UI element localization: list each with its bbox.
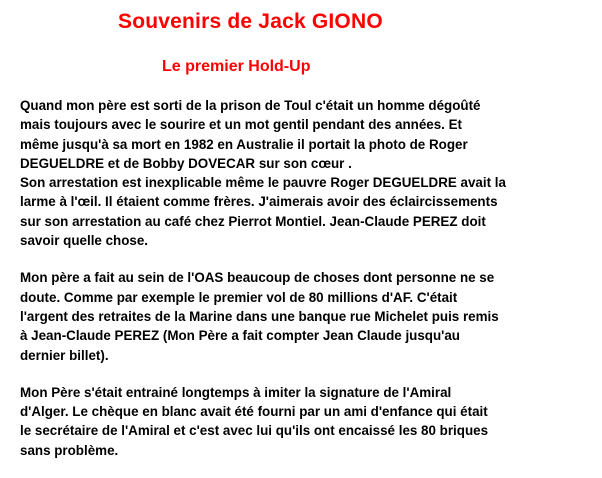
text-line: larme à l'œil. Il étaient comme frères. J'aimerais avoir des éclaircissements — [20, 194, 498, 210]
text-line: Son arrestation est inexplicable même le pauvre Roger DEGUELDRE avait la — [20, 175, 506, 191]
text-line: DEGUELDRE et de Bobby DOVECAR sur son cœur . — [20, 155, 352, 171]
document-subtitle: Le premier Hold-Up — [162, 58, 311, 75]
text-line: d'Alger. Le chèque en blanc avait été fourni par un ami d'enfance qui était — [20, 404, 488, 420]
text-line: à Jean-Claude PEREZ (Mon Père a fait compter Jean Claude jusqu'au — [20, 328, 460, 344]
paragraph-3 — [20, 383, 595, 460]
text-line: Mon père a fait au sein de l'OAS beaucoup de choses dont personne ne se — [20, 270, 495, 286]
text-line: dernier billet). — [20, 347, 109, 363]
document-body — [20, 96, 595, 478]
text-line: sans problème. — [20, 442, 119, 458]
paragraph-2 — [20, 268, 595, 364]
text-line: savoir quelle chose. — [20, 233, 149, 249]
paragraph-1 — [20, 96, 595, 250]
document-title: Souvenirs de Jack GIONO — [118, 10, 383, 33]
text-line: même jusqu'à sa mort en 1982 en Australie il portait la photo de Roger — [20, 136, 468, 152]
text-line: sur son arrestation au café chez Pierrot Montiel. Jean-Claude PEREZ doit — [20, 213, 486, 229]
text-line: le secrétaire de l'Amiral et c'est avec lui qu'ils ont encaissé les 80 briques — [20, 423, 489, 439]
text-line: l'argent des retraites de la Marine dans une banque rue Michelet puis remis — [20, 308, 499, 324]
text-line: doute. Comme par exemple le premier vol de 80 millions d'AF. C'était — [20, 289, 458, 305]
text-line: mais toujours avec le sourire et un mot gentil pendant des années. Et — [20, 117, 462, 133]
text-line: Quand mon père est sorti de la prison de Toul c'était un homme dégoûté — [20, 98, 481, 113]
text-line: Mon Père s'était entrainé longtemps à imiter la signature de l'Amiral — [20, 384, 452, 400]
